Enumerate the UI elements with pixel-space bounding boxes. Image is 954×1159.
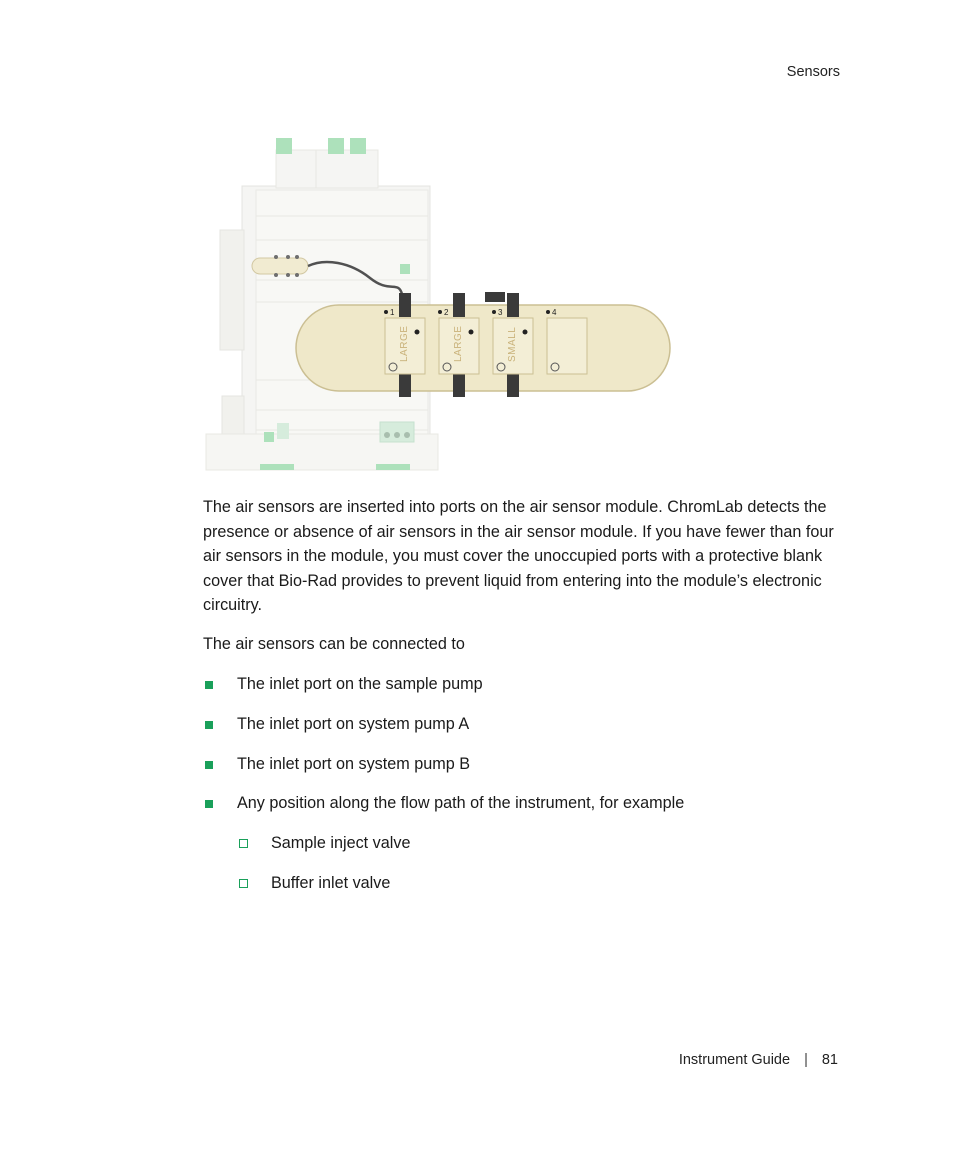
bullet-hollow-square-icon — [239, 839, 248, 848]
page-footer — [679, 1052, 838, 1068]
port-number-2: 2 — [444, 308, 449, 317]
paragraph-connection-intro: The air sensors can be connected to — [203, 635, 465, 653]
port-label-3: SMALL — [507, 326, 518, 362]
port-4-blank-cover — [546, 310, 587, 374]
footer-title: Instrument Guide — [678, 1052, 791, 1068]
bullet-square-icon — [205, 721, 213, 729]
page-header-section: Sensors — [786, 64, 840, 80]
port-label-2: LARGE — [453, 325, 464, 362]
bullet-square-icon — [205, 681, 213, 689]
air-sensor-module — [296, 292, 670, 397]
page-number: 81 — [821, 1052, 838, 1068]
port-number-1: 1 — [390, 308, 395, 317]
paragraph-air-sensors-description: The air sensors are inserted into ports on the air sensor module. ChromLab detects the presence or absence of air sensors in the air sensor module. If you have fewer than four air sensors in the module, you must cover the unoccupied ports with a protective blank cover that Bio-Rad provides to prevent liquid from entering into the module’s electronic circuitry. — [203, 498, 834, 615]
port-number-4: 4 — [552, 308, 557, 317]
port-label-1: LARGE — [399, 325, 410, 362]
footer-separator: | — [804, 1052, 808, 1068]
port-number-3: 3 — [498, 308, 503, 317]
bullet-square-icon — [205, 761, 213, 769]
bullet-square-icon — [205, 800, 213, 808]
air-sensor-module-figure — [200, 130, 675, 475]
bullet-hollow-square-icon — [239, 879, 248, 888]
